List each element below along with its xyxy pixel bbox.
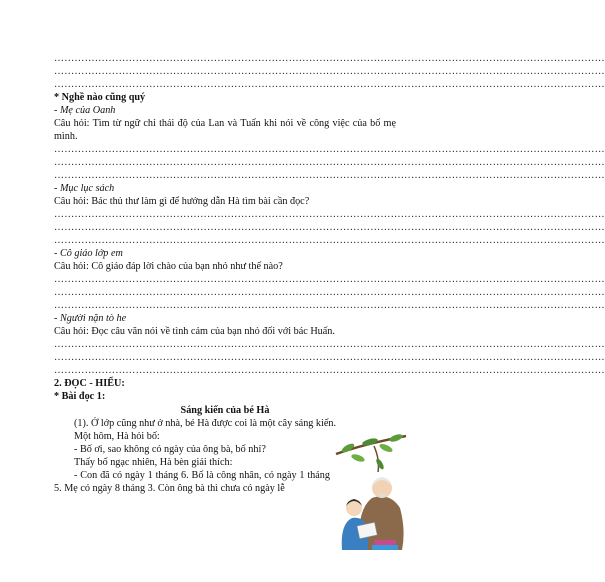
question-text: Câu hỏi: Cô giáo đáp lời chào của bạn nhỏ như thế nào? bbox=[54, 261, 283, 272]
lesson-subtitle: - Cô giáo lớp em bbox=[54, 248, 123, 259]
answer-line: ……………………………………………………………………………………………………………………………………………… bbox=[54, 287, 605, 298]
lesson-subtitle: - Mẹ của Oanh bbox=[54, 105, 116, 116]
story-paragraph: Một hôm, Hà hỏi bố: bbox=[74, 431, 160, 442]
section-heading: * Nghề nào cũng quý bbox=[54, 92, 146, 103]
lesson-subtitle: - Mục lục sách bbox=[54, 183, 115, 194]
answer-line: ……………………………………………………………………………………………………………………………………………… bbox=[54, 365, 605, 376]
worksheet-content bbox=[54, 52, 605, 552]
story-title: Sáng kiến của bé Hà bbox=[180, 405, 270, 416]
question-text: Câu hỏi: Bác thủ thư làm gì để hướng dẫn Hà tìm bài cần đọc? bbox=[54, 196, 310, 207]
lesson-subtitle: - Người nặn tò he bbox=[54, 313, 127, 324]
story-paragraph: - Bố ơi, sao không có ngày của ông bà, bố nhỉ? bbox=[74, 444, 266, 455]
answer-line: ……………………………………………………………………………………………………………………………………………… bbox=[54, 53, 605, 64]
answer-line: ……………………………………………………………………………………………………………………………………………… bbox=[54, 157, 605, 168]
answer-line: ……………………………………………………………………………………………………………………………………………… bbox=[54, 352, 605, 363]
question-text: Câu hỏi: Đọc câu văn nói về tình cảm của bạn nhỏ đối với bác Huấn. bbox=[54, 326, 335, 337]
answer-line: ……………………………………………………………………………………………………………………………………………… bbox=[54, 235, 605, 246]
answer-line: ……………………………………………………………………………………………………………………………………………… bbox=[54, 79, 605, 90]
question-text: Câu hỏi: Tìm từ ngữ chỉ thái độ của Lan và Tuấn khi nói về công việc của bố mẹ mình. bbox=[54, 118, 396, 142]
story-paragraph: (1). Ở lớp cũng như ở nhà, bé Hà được coi là một cây sáng kiến. bbox=[74, 418, 337, 429]
answer-line: ……………………………………………………………………………………………………………………………………………… bbox=[54, 144, 605, 155]
answer-line: ……………………………………………………………………………………………………………………………………………… bbox=[54, 209, 605, 220]
answer-line: ……………………………………………………………………………………………………………………………………………… bbox=[54, 339, 605, 350]
story-paragraph: Thấy bố ngạc nhiên, Hà bèn giải thích: bbox=[74, 457, 233, 468]
answer-line: ……………………………………………………………………………………………………………………………………………… bbox=[54, 222, 605, 233]
answer-line: ……………………………………………………………………………………………………………………………………………… bbox=[54, 300, 605, 311]
reading-subheading: * Bài đọc 1: bbox=[54, 391, 106, 402]
story-paragraph: - Con đã có ngày 1 tháng 6. Bố là công nhân, có ngày 1 tháng 5. Mẹ có ngày 8 tháng 3. Còn ông bà thì chưa có ngày lễ bbox=[54, 470, 330, 494]
reading-heading: 2. ĐỌC - HIỂU: bbox=[54, 378, 125, 389]
answer-line: ……………………………………………………………………………………………………………………………………………… bbox=[54, 66, 605, 77]
answer-line: ……………………………………………………………………………………………………………………………………………… bbox=[54, 170, 605, 181]
answer-line: ……………………………………………………………………………………………………………………………………………… bbox=[54, 274, 605, 285]
grandparent-child-illustration bbox=[334, 432, 408, 552]
